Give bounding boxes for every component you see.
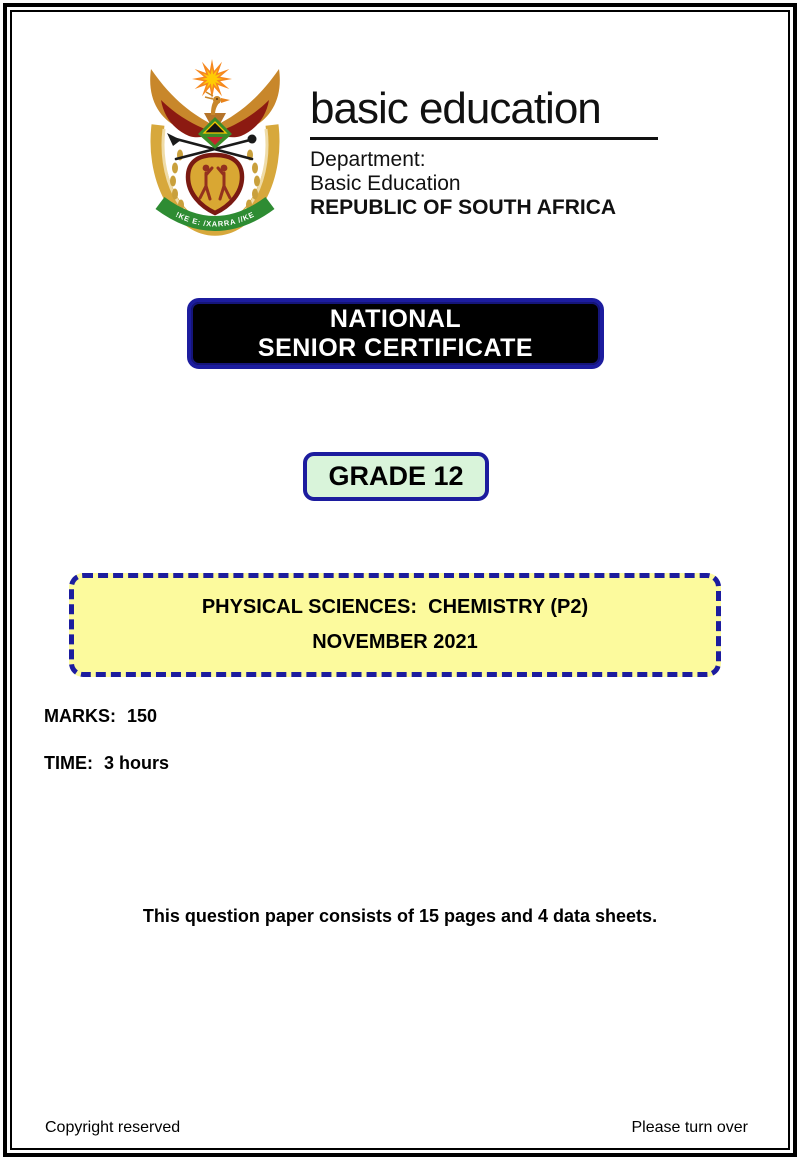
marks-label: MARKS: bbox=[44, 706, 116, 726]
department-header bbox=[310, 84, 662, 220]
certificate-line2: SENIOR CERTIFICATE bbox=[257, 333, 534, 362]
exam-session: NOVEMBER 2021 bbox=[312, 631, 478, 653]
subject-box bbox=[69, 573, 721, 677]
grade-box: GRADE 12 bbox=[303, 452, 489, 501]
subject-title: PHYSICAL SCIENCES: CHEMISTRY (P2) bbox=[201, 596, 589, 618]
time-line bbox=[44, 753, 169, 774]
shield-icon bbox=[188, 155, 242, 213]
coat-of-arms-logo bbox=[140, 55, 290, 245]
marks-value: 150 bbox=[127, 706, 158, 726]
sun-icon bbox=[192, 59, 232, 99]
copyright-notice: Copyright reserved bbox=[45, 1119, 181, 1136]
page-count-note: This question paper consists of 15 pages and 4 data sheets. bbox=[142, 906, 658, 926]
country-name: REPUBLIC OF SOUTH AFRICA bbox=[310, 196, 617, 219]
brand-title: basic education bbox=[310, 84, 601, 133]
motto-text: !KE E: /XARRA //KE bbox=[174, 209, 256, 229]
time-label: TIME: bbox=[44, 753, 93, 773]
turn-over-notice: Please turn over bbox=[631, 1119, 748, 1136]
brand-underline bbox=[310, 137, 658, 140]
exam-details bbox=[44, 706, 169, 800]
certificate-line1: NATIONAL bbox=[329, 304, 462, 333]
dept-label: Department: bbox=[310, 148, 426, 171]
certificate-title-box bbox=[187, 298, 604, 369]
time-value: 3 hours bbox=[104, 753, 170, 773]
marks-line bbox=[44, 706, 169, 727]
dept-name: Basic Education bbox=[310, 172, 461, 195]
